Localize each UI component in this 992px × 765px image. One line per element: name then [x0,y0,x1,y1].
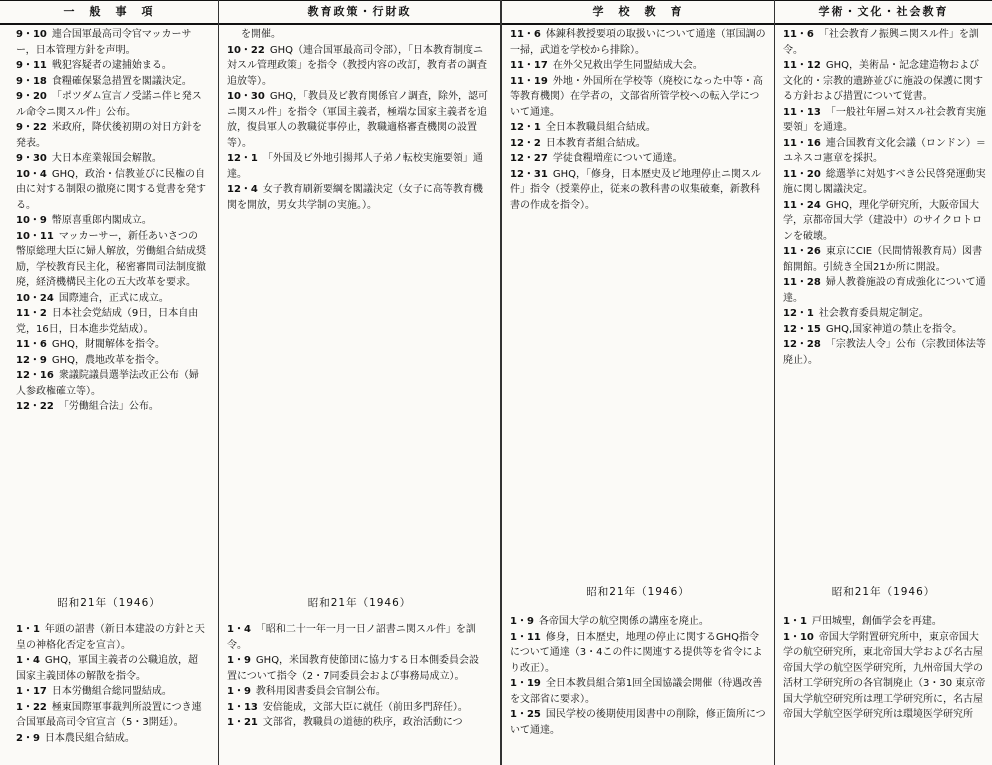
timeline-entry [510,707,766,738]
entry-date: 9・10 [16,29,47,40]
timeline-entry [16,622,208,653]
entry-text: 「ポツダム宣言ノ受諾ニ伴ヒ発スル命令ニ関スル件」公布。 [16,91,202,118]
timeline-entry [16,684,208,700]
entry-text: 全日本教員組合第1回全国協議会開催（待遇改善を文部省に要求）。 [510,678,763,705]
entry-date: 11・13 [783,106,821,118]
entry-date: 11・19 [510,75,548,87]
entry-text: 教科用図書委員会官制公布。 [255,686,386,697]
entry-text: 「昭和二十一年一月一日ノ詔書ニ関スル件」を訓令。 [227,624,476,651]
entry-date: 1・9 [510,616,534,627]
timeline-entry [510,27,766,58]
entry-date: 11・2 [16,308,47,319]
timeline-entry [783,167,986,198]
year-label-general: 昭和21年（1946） [57,597,161,609]
entry-date: 12・4 [227,184,258,195]
column-header-general: 一 般 事 項 [0,0,218,25]
entry-text: GHQ，「教員及ビ教育関係官ノ調査，除外，認可ニ関スル件」を指令（軍国主義者，極端な国家主義者を追放，復員軍人の教職従事停止，教職適格審査機関の設置等）。 [227,91,488,149]
timeline-entry [510,151,766,167]
timeline-entry [783,630,986,723]
entries-policy-1946 [219,620,500,731]
timeline-entry [16,213,208,229]
timeline-entry [16,731,208,747]
timeline-entry [227,89,488,151]
timeline-entry [16,27,208,58]
entry-text: 連合国教育文化会議（ロンドン）＝ユネスコ憲章を採択。 [783,137,986,164]
entry-date: 12・1 [510,122,541,133]
timeline-entry [783,198,986,245]
timeline-entry [783,614,986,630]
entry-date: 1・9 [227,655,251,666]
entry-text: GHQ,国家神道の禁止を指令。 [825,323,963,335]
column-school [502,0,774,765]
entry-text: 「労働組合法」公布。 [58,401,159,412]
timeline-entry [783,27,986,58]
timeline-entry [783,275,986,306]
entry-date: 9・22 [16,122,47,133]
entry-text: 社会教育委員規定制定。 [818,308,929,319]
entry-date: 11・24 [783,199,821,211]
entry-text: 各帝国大学の航空関係の講座を廃止。 [538,616,709,627]
timeline-entry [783,244,986,275]
year-label-school: 昭和21年（1946） [586,586,690,598]
entry-text: 日本社会党結成（9日，日本自由党，16日，日本進歩党結成）。 [16,308,199,335]
timeline-entry [227,622,488,653]
entry-date: 11・6 [510,29,541,40]
entries-school-1946 [502,612,774,738]
timeline-entry [16,58,208,74]
timeline-entry [783,136,986,167]
entry-text: 戸田城聖，創価学会を再建。 [811,616,942,627]
entry-date: 10・30 [227,91,265,102]
entry-text: GHQ，美術品・記念建造物および文化的・宗教的遺跡並びに施設の保護に関する方針および措置について覚書。 [783,60,983,102]
entry-date: 12・1 [227,153,258,164]
timeline-entry [16,167,208,214]
timeline-entry [510,58,766,74]
entries-general-1946 [0,620,218,746]
entry-date: 9・18 [16,75,47,87]
continued-text: を開催。 [241,29,281,40]
entry-date: 2・9 [16,732,40,744]
entry-date: 12・9 [16,354,47,366]
entry-date: 11・20 [783,168,821,180]
entry-date: 12・1 [783,308,814,319]
entry-date: 9・11 [16,60,47,71]
entry-date: 1・19 [510,678,541,689]
entry-date: 10・11 [16,230,54,242]
entry-date: 11・26 [783,246,821,257]
entry-date: 10・4 [16,168,47,180]
entry-text: 女子教育刷新要綱を閣議決定（女子に高等教育機関を開放，男女共学制の実施。）。 [227,184,483,211]
entry-text: 日本労働組合総同盟結成。 [51,686,172,697]
timeline-entry [16,151,208,167]
entry-date: 1・1 [16,624,40,635]
entry-text: 幣原喜重郎内閣成立。 [51,215,152,226]
timeline-entry [227,684,488,700]
entry-text: 戦犯容疑者の逮捕始まる。 [51,60,172,71]
timeline-entry [227,182,488,213]
entry-date: 1・1 [783,616,807,627]
timeline-entry [16,337,208,353]
entry-date: 1・25 [510,709,541,720]
entry-date: 12・22 [16,401,54,412]
entry-text: 在外父兄救出学生同盟結成大会。 [552,60,703,71]
entry-text: GHQ，米国教育使節団に協力する日本側委員会設置について指令（2・7同委員会および事務局成立）。 [227,655,480,682]
entry-text: 日本農民組合結成。 [44,732,135,744]
entry-text: 米政府，降伏後初期の対日方針を発表。 [16,122,202,149]
timeline-entry [510,630,766,677]
entry-date: 11・16 [783,137,821,149]
entry-date: 12・28 [783,339,821,350]
timeline-entry [16,229,208,291]
entry-date: 1・10 [783,631,814,643]
entry-text: GHQ，「修身，日本歴史及ビ地理停止ニ関スル件」指令（授業停止，従来の教科書の収集破棄，新教科書の作成を指令）。 [510,168,761,211]
entry-text: GHQ（連合国軍最高司令部），「日本教育制度ニ対スル管理政策」を指令（教授内容の改訂，教育者の調査追放等）。 [227,44,487,87]
entry-date: 1・4 [16,655,40,666]
entry-date: 1・9 [227,686,251,697]
timeline-entry [16,353,208,369]
entries-school-1945 [502,25,774,213]
timeline-entry [16,74,208,90]
timeline-entry [510,614,766,630]
timeline-entry [510,136,766,152]
column-academic [775,0,992,765]
timeline-entry [783,105,986,136]
entry-text: 安倍能成，文部大臣に就任（前田多門辞任）。 [262,701,468,713]
entry-text: 「宗教法人令」公布（宗教団体法等廃止）。 [783,339,986,366]
entry-text: 帝国大学附置研究所中，東京帝国大学の航空研究所，東北帝国大学および名古屋帝国大学の航空医学研究所，九州帝国大学の活材工学研究所の各官制廃止（3・30 東京帝国大学航空研究所は理工学研究所に，名古屋帝国大学航空医学研究所は環境医学研究所 [783,631,986,720]
entry-text: 外地・外国所在学校等（廃校になった中等・高等教育機関）在学者の，文部省所管学校への転入学について通達。 [510,75,763,118]
entry-text: 体錬科教授要項の取扱いについて通達（軍国調の一掃，武道を学校から排除）。 [510,29,766,56]
year-label-policy: 昭和21年（1946） [307,597,412,609]
timeline-entry [510,120,766,136]
entry-date: 9・20 [16,91,47,102]
entry-text: 学徒食糧増産について通達。 [552,153,683,164]
entry-date: 10・22 [227,44,265,56]
timeline-entry [16,291,208,307]
entries-academic-1946 [775,612,992,723]
entry-date: 1・4 [227,624,251,635]
entry-text: 東京にCIE（民間情報教育局）図書館開館。引続き全国21か所に開設。 [783,246,983,273]
entry-text: 衆議院議員選挙法改正公布（婦人参政権確立等）。 [16,370,199,397]
timeline-entry [783,337,986,368]
timeline-entry [227,653,488,684]
entry-text: 修身，日本歴史，地理の停止に関するGHQ指令について通達（3・4この件に関連する提供等を省令により改正）。 [510,631,763,674]
timeline-entry [227,715,488,731]
timeline-entry [227,151,488,182]
entry-text: GHQ，軍国主義者の公職追放，超国家主義団体の解散を指令。 [16,655,199,682]
entry-text: 国際連合，正式に成立。 [58,292,169,304]
timeline-entry [510,167,766,214]
entry-text: 総選挙に対処すべき公民啓発運動実施に関し閣議決定。 [783,168,986,195]
timeline-entry [16,120,208,151]
timeline-entry [227,43,488,90]
timeline-entry [510,74,766,121]
entry-text: GHQ，財閥解体を指令。 [51,339,166,350]
timeline-entry [16,700,208,731]
timeline-entry [16,399,208,415]
entry-text: 連合国軍最高司令官マッカーサー，日本管理方針を声明。 [16,29,192,56]
entry-date: 10・24 [16,292,54,304]
entry-date: 1・21 [227,717,258,728]
entry-text: 年頭の詔書（新日本建設の方針と天皇の神格化否定を宣言）。 [16,624,205,651]
entry-text: 国民学校の後期使用図書中の削除，修正箇所について通達。 [510,709,766,736]
timeline-entry [16,89,208,120]
entry-text: 大日本産業報国会解散。 [51,153,162,164]
entry-date: 11・28 [783,277,821,288]
entry-date: 1・13 [227,701,258,713]
entry-date: 9・30 [16,153,47,164]
entry-date: 11・17 [510,60,548,71]
entries-academic-1945 [775,25,992,368]
column-general [0,0,218,765]
timeline-entry [783,322,986,338]
entry-date: 1・22 [16,701,47,713]
entry-date: 10・9 [16,215,47,226]
entry-text: 「社会教育ノ振興ニ関スル件」を訓令。 [783,29,979,56]
entry-date: 12・2 [510,137,541,149]
entries-general-1945 [0,25,218,415]
entries-policy-1945 [219,25,500,213]
timeline-entry [16,306,208,337]
column-header-school: 学 校 教 育 [502,0,774,25]
entry-text: GHQ，政治・信教並びに民権の自由に対する制限の撤廃に関する覚書を発する。 [16,168,206,211]
entry-text: 「一般社年層ニ対スル社会教育実施要領」を通達。 [783,106,986,133]
entry-text: 全日本教職員組合結成。 [545,122,656,133]
entry-text: 極東国際軍事裁判所設置につき連合国軍最高司令官宣言（5・3開廷）。 [16,701,202,728]
year-label-academic: 昭和21年（1946） [831,586,936,598]
entry-date: 12・16 [16,370,54,381]
timeline-entry [16,368,208,399]
entry-date: 12・31 [510,168,548,180]
entry-date: 12・15 [783,323,821,335]
timeline-entry [783,58,986,105]
column-header-policy: 教育政策・行財政 [219,0,500,25]
timeline-entry [227,700,488,716]
entry-text: 食糧確保緊急措置を閣議決定。 [51,75,192,87]
column-policy [219,0,500,765]
entry-text: マッカーサー，新任あいさつの幣原総理大臣に婦人解放，労働組合結成奨励，学校教育民主化，秘密審問司法制度撤廃，経済機構民主化の五大改革を要求。 [16,230,206,288]
entry-text: GHQ，農地改革を指令。 [51,354,166,366]
entry-text: 「外国及ビ外地引揚邦人子弟ノ転校実施要領」通達。 [227,153,483,180]
entry-text: 日本教育者組合結成。 [545,137,646,149]
entry-date: 1・17 [16,686,47,697]
column-header-academic: 学術・文化・社会教育 [775,0,992,25]
timeline-entry [16,653,208,684]
entry-text: 文部省，教職員の道徳的秩序，政治活動につ [262,717,463,728]
entry-date: 1・11 [510,631,541,643]
entry-date: 11・6 [783,29,814,40]
entry-text: 婦人教養施設の育成強化について通達。 [783,277,986,304]
entry-date: 11・12 [783,60,821,71]
timeline-entry [510,676,766,707]
entry-date: 12・27 [510,153,548,164]
entry-text: GHQ，理化学研究所，大阪帝国大学，京都帝国大学（建設中）のサイクロトロンを破壊。 [783,199,983,242]
timeline-entry [783,306,986,322]
entry-date: 11・6 [16,339,47,350]
